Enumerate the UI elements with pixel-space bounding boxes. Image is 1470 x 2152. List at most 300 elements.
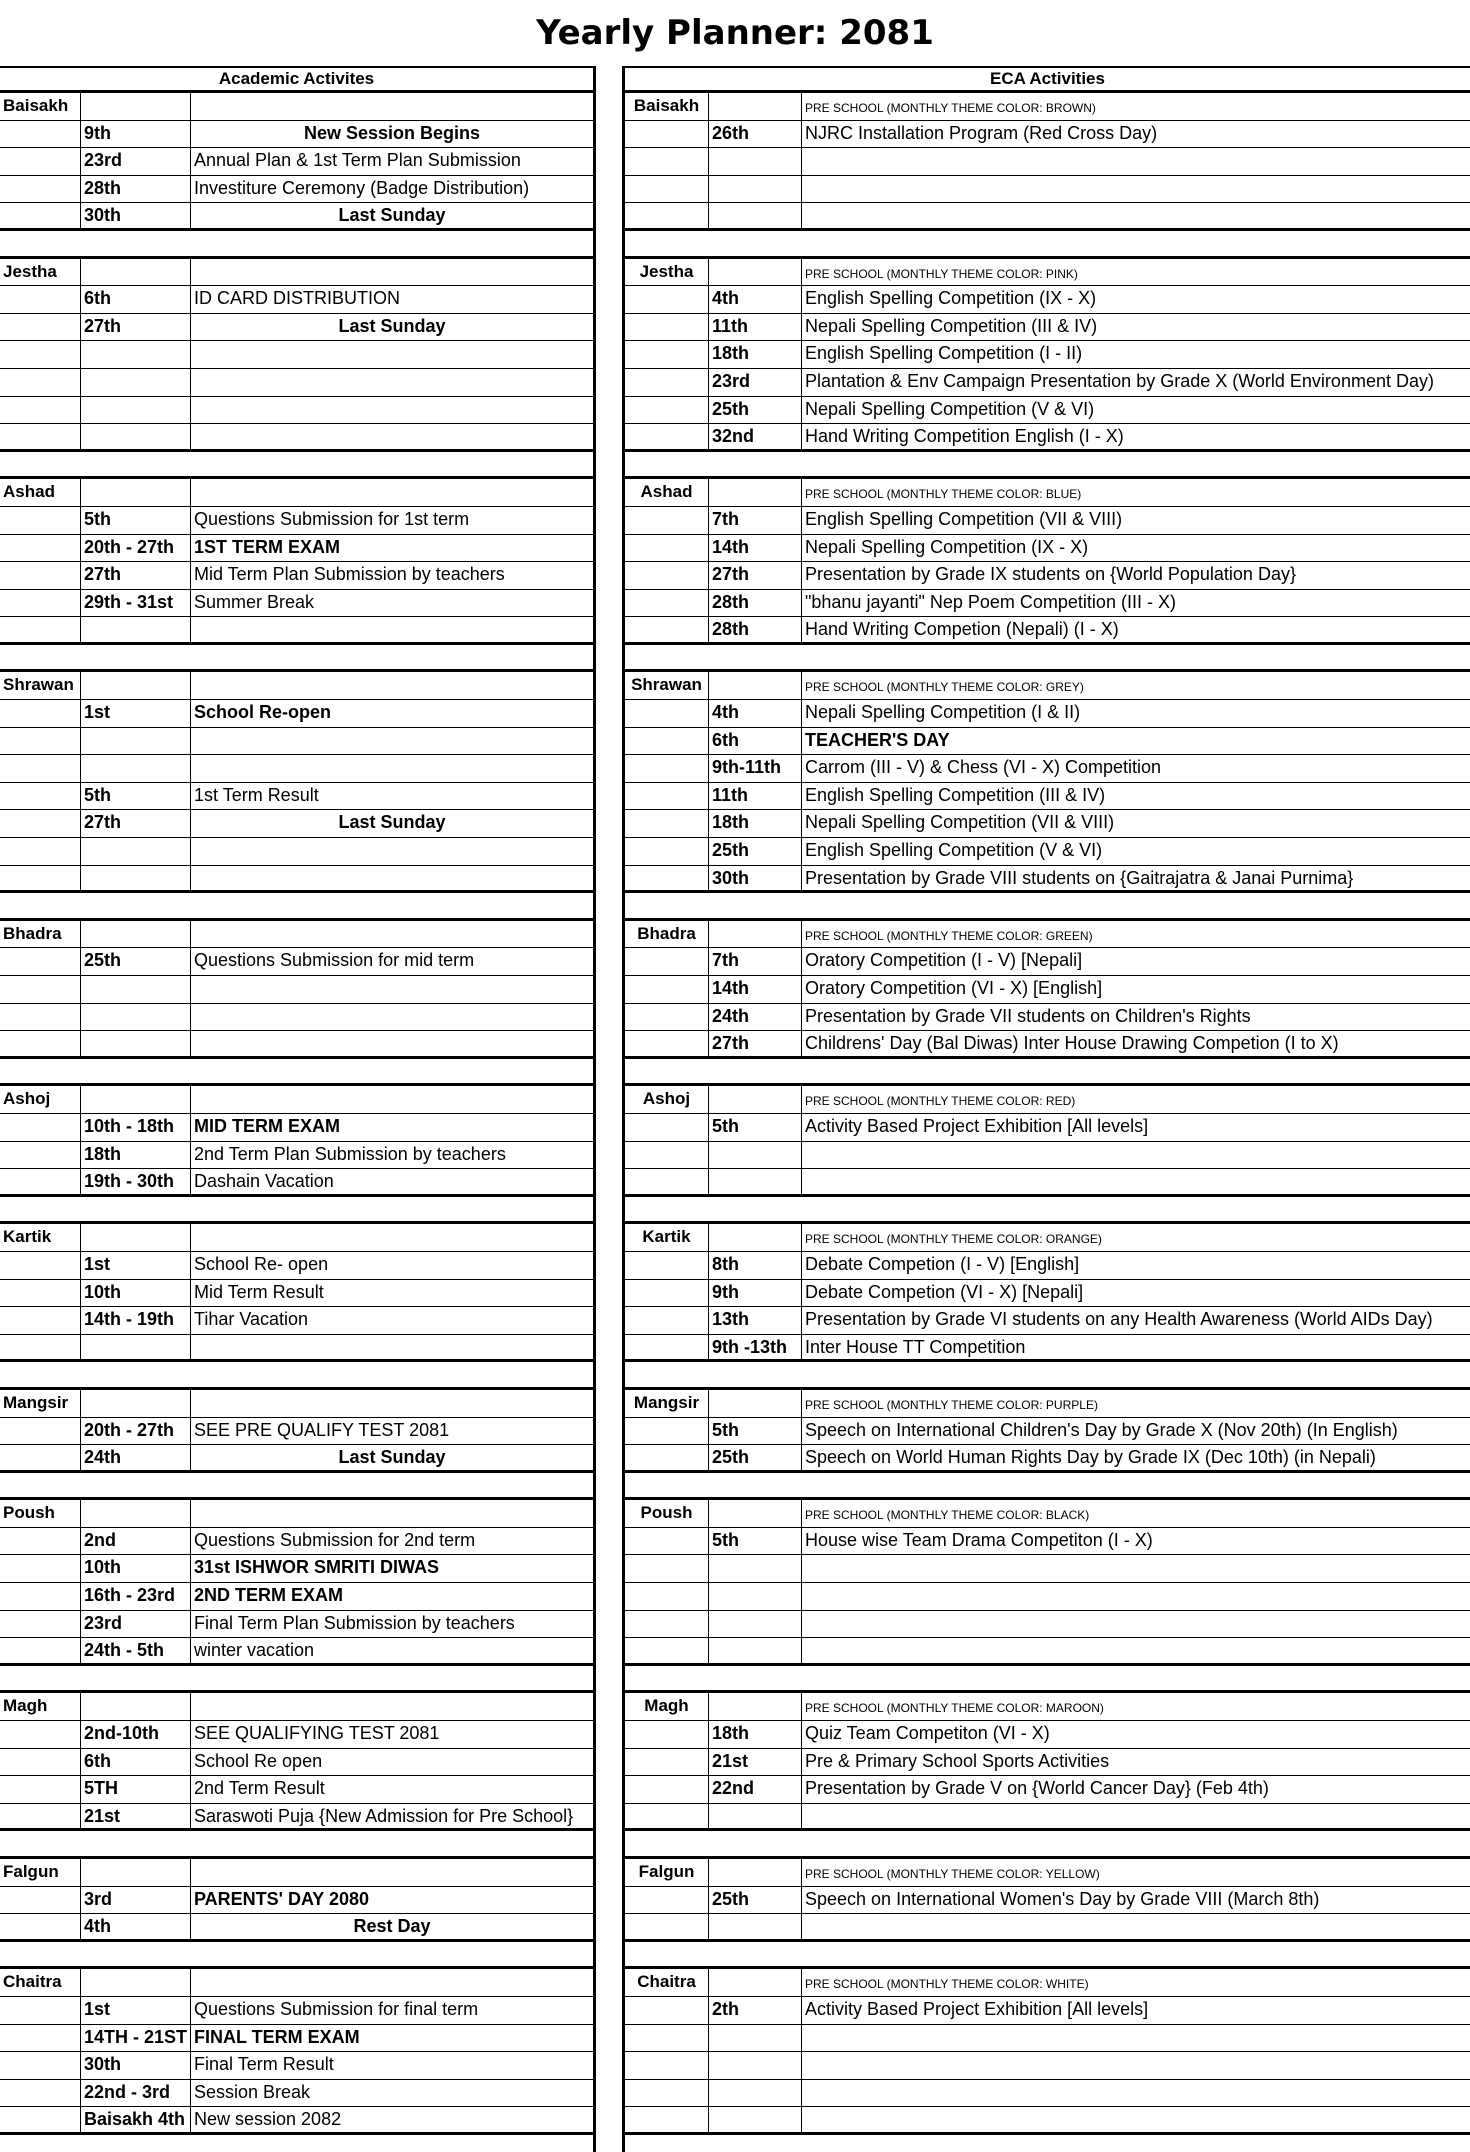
month-cell [0,1142,81,1169]
table-row [0,1611,593,1639]
table-row [625,617,1470,645]
month-name: Bhadra [0,921,81,948]
activity-cell [802,2052,1470,2079]
month-row [0,479,593,507]
month-row [625,1086,1470,1114]
table-row [0,1776,593,1804]
month-cell [0,1997,81,2024]
table-row [625,562,1470,590]
activity-cell: Nepali Spelling Competition (V & VI) [805,398,1095,419]
date-cell: 27th [709,562,802,589]
date-cell: 19th - 30th [81,1169,191,1194]
table-row [0,1445,593,1473]
month-cell [0,755,81,782]
month-name: Magh [625,1693,709,1720]
month-row [625,1693,1470,1721]
date-cell: 14th - 19th [81,1307,191,1334]
activity-cell: Questions Submission for 1st term [194,508,470,529]
date-cell [81,838,191,865]
date-cell: 23rd [81,148,191,175]
activity-cell [802,2107,1470,2132]
activity-cell: New session 2082 [194,2109,342,2130]
table-row [0,976,593,1004]
table-row [625,1749,1470,1777]
date-cell: 4th [709,700,802,727]
month-name: Mangsir [0,1390,81,1417]
table-row [625,1142,1470,1170]
date-cell: 6th [81,286,191,313]
month-spacer [0,231,593,259]
month-date-cell [81,1693,191,1720]
date-cell: 14th [709,976,802,1003]
preschool-theme: PRE SCHOOL (MONTHLY THEME COLOR: GREEN) [805,928,1093,943]
activity-cell: Nepali Spelling Competition (IX - X) [805,536,1089,557]
month-cell [625,1528,709,1555]
date-cell: 27th [81,810,191,837]
activity-cell [191,424,593,449]
activity-cell: Last Sunday [338,205,446,226]
month-cell [0,1611,81,1638]
month-date-cell [709,1224,802,1251]
month-cell [625,1142,709,1169]
month-row [625,1390,1470,1418]
month-spacer [625,1666,1470,1694]
activity-cell: Speech on World Human Rights Day by Grade IX (Dec 10th) (in Nepali) [805,1447,1376,1468]
month-cell [0,507,81,534]
activity-cell [191,755,593,782]
date-cell: 5th [81,783,191,810]
activity-cell: Rest Day [353,1916,431,1937]
month-cell [0,1004,81,1031]
table-row [0,121,593,149]
table-row [0,866,593,894]
activity-cell: 2ND TERM EXAM [194,1585,344,1606]
month-row [0,1086,593,1114]
activity-cell: Mid Term Plan Submission by teachers [194,564,505,585]
month-cell [0,369,81,396]
month-name: Jestha [0,259,81,286]
table-row [0,810,593,838]
table-row [0,1914,593,1942]
activity-cell: Oratory Competition (VI - X) [English] [805,978,1103,998]
table-row [625,1114,1470,1142]
month-cell [0,1583,81,1610]
table-row [0,590,593,618]
month-cell [625,424,709,449]
activity-cell [802,148,1470,175]
date-cell: 5th [709,1114,802,1141]
month-cell [625,341,709,368]
activity-cell [802,1611,1470,1638]
activity-cell: Nepali Spelling Competition (III & IV) [805,315,1098,336]
month-cell [625,314,709,341]
month-cell [625,1335,709,1360]
activity-cell: Nepali Spelling Competition (I & II) [805,702,1081,723]
month-cell [0,1031,81,1056]
month-spacer [625,645,1470,673]
month-date-cell [709,1859,802,1886]
date-cell [709,1555,802,1582]
month-row [625,93,1470,121]
date-cell: 30th [81,2052,191,2079]
month-text-cell [191,921,593,948]
table-row [0,1169,593,1197]
month-cell [625,1555,709,1582]
page-title: Yearly Planner: 2081 [536,13,934,53]
month-row [0,259,593,287]
table-row [625,286,1470,314]
activity-cell: Annual Plan & 1st Term Plan Submission [194,150,521,171]
month-cell [0,617,81,642]
month-row [625,1859,1470,1887]
month-spacer [625,1362,1470,1390]
month-cell [0,341,81,368]
month-cell [625,176,709,203]
activity-cell: ID CARD DISTRIBUTION [194,288,401,309]
month-spacer [0,1473,593,1501]
table-row [0,1887,593,1915]
month-cell [625,700,709,727]
activity-cell [191,397,593,424]
date-cell [81,617,191,642]
month-cell [0,866,81,891]
month-cell [625,369,709,396]
table-row [625,1280,1470,1308]
preschool-theme: PRE SCHOOL (MONTHLY THEME COLOR: BROWN) [805,101,1096,115]
month-cell [625,148,709,175]
date-cell [81,424,191,449]
month-spacer [625,452,1470,480]
month-cell [625,1004,709,1031]
table-row [0,783,593,811]
month-date-cell [81,1500,191,1527]
table-row [0,1638,593,1666]
month-cell [0,1307,81,1334]
month-row [625,672,1470,700]
month-cell [0,286,81,313]
activity-cell [191,341,593,368]
table-row [0,397,593,425]
month-row [625,479,1470,507]
month-cell [625,1887,709,1914]
activity-cell [802,1555,1470,1582]
table-row [625,1307,1470,1335]
activity-cell: Childrens' Day (Bal Diwas) Inter House Drawing Competion (I to X) [805,1033,1339,1054]
activity-cell [191,369,593,396]
table-row [625,1031,1470,1059]
date-cell [709,148,802,175]
month-date-cell [81,259,191,286]
month-cell [625,1721,709,1748]
date-cell [709,2025,802,2052]
month-name: Magh [0,1693,81,1720]
month-date-cell [709,1500,802,1527]
month-spacer [625,1473,1470,1501]
table-row [625,1252,1470,1280]
activity-cell: Tihar Vacation [194,1309,309,1330]
activity-cell: FINAL TERM EXAM [194,2026,360,2047]
month-name: Bhadra [625,921,709,948]
activity-cell: Final Term Result [194,2054,334,2075]
date-cell: 4th [709,286,802,313]
month-cell [625,783,709,810]
month-date-cell [81,1390,191,1417]
date-cell [709,1914,802,1939]
activity-cell [191,866,593,891]
table-row [625,176,1470,204]
table-row [625,535,1470,563]
date-cell: 30th [81,203,191,228]
month-cell [625,1445,709,1470]
table-row [625,728,1470,756]
month-cell [0,590,81,617]
preschool-theme: PRE SCHOOL (MONTHLY THEME COLOR: PURPLE) [805,1397,1098,1412]
activity-cell [802,203,1470,228]
month-cell [625,1804,709,1829]
month-cell [0,1445,81,1470]
activity-cell: Pre & Primary School Sports Activities [805,1750,1110,1771]
table-row [625,1004,1470,1032]
academic-panel [0,66,593,2135]
month-date-cell [81,1224,191,1251]
date-cell [81,1335,191,1360]
date-cell: 22nd [709,1776,802,1803]
date-cell: 25th [709,1887,802,1914]
activity-cell: Debate Competion (I - V) [English] [805,1253,1080,1274]
date-cell: 21st [709,1749,802,1776]
table-row [625,2080,1470,2108]
date-cell: 25th [709,1445,802,1470]
date-cell [81,976,191,1003]
month-cell [0,728,81,755]
month-row [0,921,593,949]
month-name: Falgun [625,1859,709,1886]
date-cell: 20th - 27th [81,1418,191,1445]
table-row [0,1555,593,1583]
eca-body [625,93,1470,2135]
date-cell: 10th [81,1280,191,1307]
month-cell [625,203,709,228]
preschool-theme: PRE SCHOOL (MONTHLY THEME COLOR: BLACK) [805,1508,1090,1523]
month-cell [0,810,81,837]
month-cell [625,1611,709,1638]
preschool-theme: PRE SCHOOL (MONTHLY THEME COLOR: YELLOW) [805,1867,1100,1881]
month-cell [0,535,81,562]
activity-cell: PARENTS' DAY 2080 [194,1888,370,1909]
table-row [625,424,1470,452]
month-cell [0,976,81,1003]
date-cell [81,369,191,396]
activity-cell: Debate Competion (VI - X) [Nepali] [805,1281,1084,1302]
month-cell [625,838,709,865]
table-row [625,783,1470,811]
table-row [0,424,593,452]
table-row [0,948,593,976]
column-divider [593,66,625,2152]
activity-cell: 2nd Term Plan Submission by teachers [194,1143,506,1164]
month-text-cell [191,1390,593,1417]
activity-cell [802,1914,1470,1939]
month-name: Shrawan [0,672,81,699]
date-cell [709,1583,802,1610]
date-cell: 29th - 31st [81,590,191,617]
month-date-cell [709,259,802,286]
activity-cell: School Re- open [194,1253,329,1274]
month-cell [625,1252,709,1279]
academic-header: Academic Activites [0,66,593,93]
activity-cell: "bhanu jayanti" Nep Poem Competition (III - X) [805,591,1176,612]
preschool-theme: PRE SCHOOL (MONTHLY THEME COLOR: GREY) [805,680,1084,695]
month-spacer [625,1059,1470,1087]
activity-cell: English Spelling Competition (III & IV) [805,784,1106,805]
activity-cell [802,176,1470,203]
month-name: Shrawan [625,672,709,699]
month-date-cell [709,93,802,120]
month-cell [625,1418,709,1445]
month-date-cell [81,93,191,120]
activity-cell: Presentation by Grade VII students on Children's Rights [805,1005,1251,1026]
month-cell [0,148,81,175]
month-cell [0,562,81,589]
activity-cell: English Spelling Competition (I - II) [805,343,1083,364]
month-date-cell [709,1969,802,1996]
month-text-cell [191,1859,593,1886]
date-cell: 7th [709,948,802,975]
date-cell: 9th -13th [709,1335,802,1360]
activity-cell: Dashain Vacation [194,1171,334,1192]
month-text-cell [191,1224,593,1251]
month-spacer [625,893,1470,921]
month-cell [625,1776,709,1803]
activity-cell [191,1031,593,1056]
month-cell [0,1114,81,1141]
eca-header: ECA Activities [625,66,1470,93]
month-cell [0,1335,81,1360]
activity-cell [191,838,593,865]
activity-cell [802,1638,1470,1663]
month-cell [625,121,709,148]
month-cell [625,1749,709,1776]
table-row [0,562,593,590]
activity-cell: TEACHER'S DAY [805,729,950,750]
month-cell [625,617,709,642]
date-cell: 2th [709,1997,802,2024]
month-cell [625,1914,709,1939]
date-cell: 6th [709,728,802,755]
month-date-cell [709,1390,802,1417]
month-row [625,921,1470,949]
activity-cell [802,1142,1470,1169]
preschool-theme: PRE SCHOOL (MONTHLY THEME COLOR: WHITE) [805,1977,1089,1992]
activity-cell: Last Sunday [338,315,446,336]
table-row [0,507,593,535]
month-name: Baisakh [0,93,81,120]
month-cell [625,1280,709,1307]
month-text-cell [191,259,593,286]
activity-cell [191,617,593,642]
month-cell [625,535,709,562]
month-cell [0,2080,81,2107]
activity-cell: Saraswoti Puja {New Admission for Pre School} [194,1805,574,1826]
date-cell: 3rd [81,1887,191,1914]
table-row [625,1887,1470,1915]
month-cell [0,948,81,975]
table-row [0,2025,593,2053]
month-cell [0,1555,81,1582]
month-cell [625,2025,709,2052]
month-name: Chaitra [0,1969,81,1996]
table-row [625,755,1470,783]
activity-cell [191,1004,593,1031]
date-cell [709,1169,802,1194]
date-cell: 25th [709,397,802,424]
month-name: Ashad [625,479,709,506]
month-cell [625,1031,709,1056]
date-cell: 10th - 18th [81,1114,191,1141]
table-row [625,866,1470,894]
date-cell: 5TH [81,1776,191,1803]
table-row [625,369,1470,397]
table-row [625,1583,1470,1611]
table-row [625,2025,1470,2053]
activity-cell: MID TERM EXAM [194,1115,340,1136]
table-row [625,1611,1470,1639]
date-cell [709,2107,802,2132]
activity-cell: English Spelling Competition (V & VI) [805,840,1103,861]
table-row [0,341,593,369]
month-spacer [0,1197,593,1225]
table-row [0,1749,593,1777]
activity-cell: winter vacation [194,1640,315,1661]
activity-cell: Carrom (III - V) & Chess (VI - X) Competition [805,757,1162,778]
activity-cell: Questions Submission for final term [194,1998,479,2019]
month-date-cell [81,1969,191,1996]
activity-cell: Presentation by Grade VI students on any Health Awareness (World AIDs Day) [805,1309,1433,1330]
table-row [0,1583,593,1611]
table-row [0,1418,593,1446]
table-row [625,838,1470,866]
table-row [625,1445,1470,1473]
table-row [0,1280,593,1308]
month-cell [625,866,709,891]
date-cell: 13th [709,1307,802,1334]
month-cell [625,2052,709,2079]
month-cell [0,424,81,449]
activity-cell: Inter House TT Competition [805,1336,1026,1357]
month-row [0,93,593,121]
activity-cell [802,1583,1470,1610]
month-date-cell [81,1859,191,1886]
month-date-cell [709,1086,802,1113]
month-text-cell [191,672,593,699]
month-cell [0,121,81,148]
date-cell [81,397,191,424]
month-cell [625,1114,709,1141]
activity-cell [802,2025,1470,2052]
table-row [0,755,593,783]
table-row [0,1721,593,1749]
date-cell: 27th [81,314,191,341]
month-cell [0,397,81,424]
month-date-cell [81,1086,191,1113]
month-cell [625,2107,709,2132]
activity-cell: Hand Writing Competition English (I - X) [805,426,1124,447]
table-row [625,2052,1470,2080]
table-row [0,2107,593,2135]
month-cell [625,976,709,1003]
month-row [0,1859,593,1887]
month-cell [625,1997,709,2024]
